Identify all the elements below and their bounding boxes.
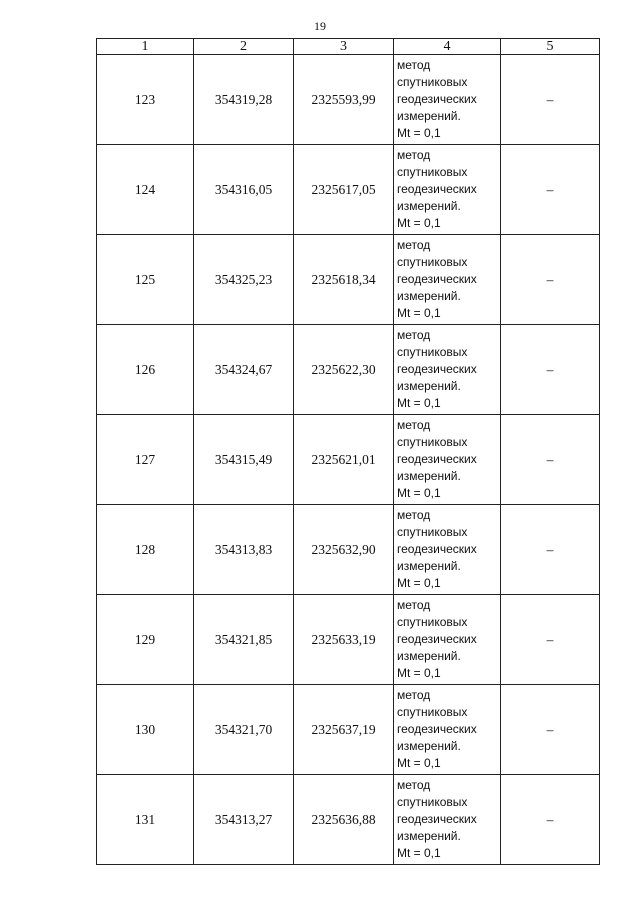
method-cell <box>394 325 501 415</box>
note-cell: – <box>501 235 600 325</box>
table-row <box>97 235 600 325</box>
method-line: Mt = 0,1 <box>397 846 441 860</box>
x-coordinate-cell: 354313,27 <box>194 775 294 865</box>
table-row <box>97 775 600 865</box>
method-line: измерений. <box>397 649 461 663</box>
note-cell: – <box>501 505 600 595</box>
method-line: метод <box>397 508 431 522</box>
y-coordinate-cell: 2325617,05 <box>294 145 394 235</box>
note-cell: – <box>501 775 600 865</box>
method-line: геодезических <box>397 542 477 556</box>
header-col-2: 2 <box>194 39 294 55</box>
method-line: спутниковых <box>397 255 468 269</box>
method-cell <box>394 595 501 685</box>
y-coordinate-cell: 2325622,30 <box>294 325 394 415</box>
method-line: геодезических <box>397 272 477 286</box>
method-line: метод <box>397 328 431 342</box>
method-line: метод <box>397 58 431 72</box>
header-col-4: 4 <box>394 39 501 55</box>
table-row <box>97 325 600 415</box>
method-line: спутниковых <box>397 525 468 539</box>
page-number: 19 <box>314 19 326 33</box>
point-number-cell: 125 <box>97 235 194 325</box>
note-cell: – <box>501 595 600 685</box>
method-cell <box>394 775 501 865</box>
table-body <box>97 55 600 865</box>
point-number-cell: 126 <box>97 325 194 415</box>
method-line: метод <box>397 148 431 162</box>
method-line: геодезических <box>397 182 477 196</box>
method-line: измерений. <box>397 379 461 393</box>
method-line: геодезических <box>397 722 477 736</box>
x-coordinate-cell: 354324,67 <box>194 325 294 415</box>
method-line: Mt = 0,1 <box>397 486 441 500</box>
method-line: Mt = 0,1 <box>397 126 441 140</box>
y-coordinate-cell: 2325618,34 <box>294 235 394 325</box>
y-coordinate-cell: 2325632,90 <box>294 505 394 595</box>
method-cell <box>394 145 501 235</box>
method-line: метод <box>397 688 431 702</box>
method-line: геодезических <box>397 362 477 376</box>
note-cell: – <box>501 415 600 505</box>
y-coordinate-cell: 2325636,88 <box>294 775 394 865</box>
method-line: измерений. <box>397 109 461 123</box>
coordinates-table <box>96 38 600 865</box>
method-line: метод <box>397 778 431 792</box>
method-cell <box>394 505 501 595</box>
method-line: Mt = 0,1 <box>397 216 441 230</box>
method-line: спутниковых <box>397 615 468 629</box>
method-cell <box>394 55 501 145</box>
method-line: спутниковых <box>397 705 468 719</box>
method-line: спутниковых <box>397 165 468 179</box>
point-number-cell: 129 <box>97 595 194 685</box>
x-coordinate-cell: 354321,85 <box>194 595 294 685</box>
y-coordinate-cell: 2325593,99 <box>294 55 394 145</box>
note-cell: – <box>501 145 600 235</box>
table-row <box>97 55 600 145</box>
y-coordinate-cell: 2325621,01 <box>294 415 394 505</box>
table-row <box>97 505 600 595</box>
method-line: спутниковых <box>397 435 468 449</box>
method-line: спутниковых <box>397 795 468 809</box>
method-line: Mt = 0,1 <box>397 756 441 770</box>
method-line: спутниковых <box>397 75 468 89</box>
method-line: измерений. <box>397 829 461 843</box>
method-line: измерений. <box>397 289 461 303</box>
method-line: геодезических <box>397 92 477 106</box>
point-number-cell: 123 <box>97 55 194 145</box>
method-cell <box>394 235 501 325</box>
method-line: геодезических <box>397 632 477 646</box>
method-cell <box>394 685 501 775</box>
method-line: Mt = 0,1 <box>397 576 441 590</box>
note-cell: – <box>501 55 600 145</box>
table-row <box>97 415 600 505</box>
method-line: метод <box>397 418 431 432</box>
x-coordinate-cell: 354313,83 <box>194 505 294 595</box>
method-line: спутниковых <box>397 345 468 359</box>
y-coordinate-cell: 2325637,19 <box>294 685 394 775</box>
method-line: измерений. <box>397 739 461 753</box>
y-coordinate-cell: 2325633,19 <box>294 595 394 685</box>
method-line: Mt = 0,1 <box>397 306 441 320</box>
method-line: Mt = 0,1 <box>397 666 441 680</box>
point-number-cell: 124 <box>97 145 194 235</box>
x-coordinate-cell: 354315,49 <box>194 415 294 505</box>
header-col-1: 1 <box>97 39 194 55</box>
note-cell: – <box>501 325 600 415</box>
table-header-row <box>97 39 600 55</box>
x-coordinate-cell: 354325,23 <box>194 235 294 325</box>
method-line: измерений. <box>397 559 461 573</box>
header-col-3: 3 <box>294 39 394 55</box>
method-line: метод <box>397 238 431 252</box>
x-coordinate-cell: 354321,70 <box>194 685 294 775</box>
note-cell: – <box>501 685 600 775</box>
table-row <box>97 595 600 685</box>
x-coordinate-cell: 354319,28 <box>194 55 294 145</box>
point-number-cell: 130 <box>97 685 194 775</box>
method-line: геодезических <box>397 812 477 826</box>
x-coordinate-cell: 354316,05 <box>194 145 294 235</box>
point-number-cell: 131 <box>97 775 194 865</box>
table-row <box>97 685 600 775</box>
method-line: Mt = 0,1 <box>397 396 441 410</box>
method-cell <box>394 415 501 505</box>
method-line: измерений. <box>397 199 461 213</box>
header-col-5: 5 <box>501 39 600 55</box>
table-row <box>97 145 600 235</box>
point-number-cell: 127 <box>97 415 194 505</box>
method-line: метод <box>397 598 431 612</box>
method-line: измерений. <box>397 469 461 483</box>
method-line: геодезических <box>397 452 477 466</box>
point-number-cell: 128 <box>97 505 194 595</box>
